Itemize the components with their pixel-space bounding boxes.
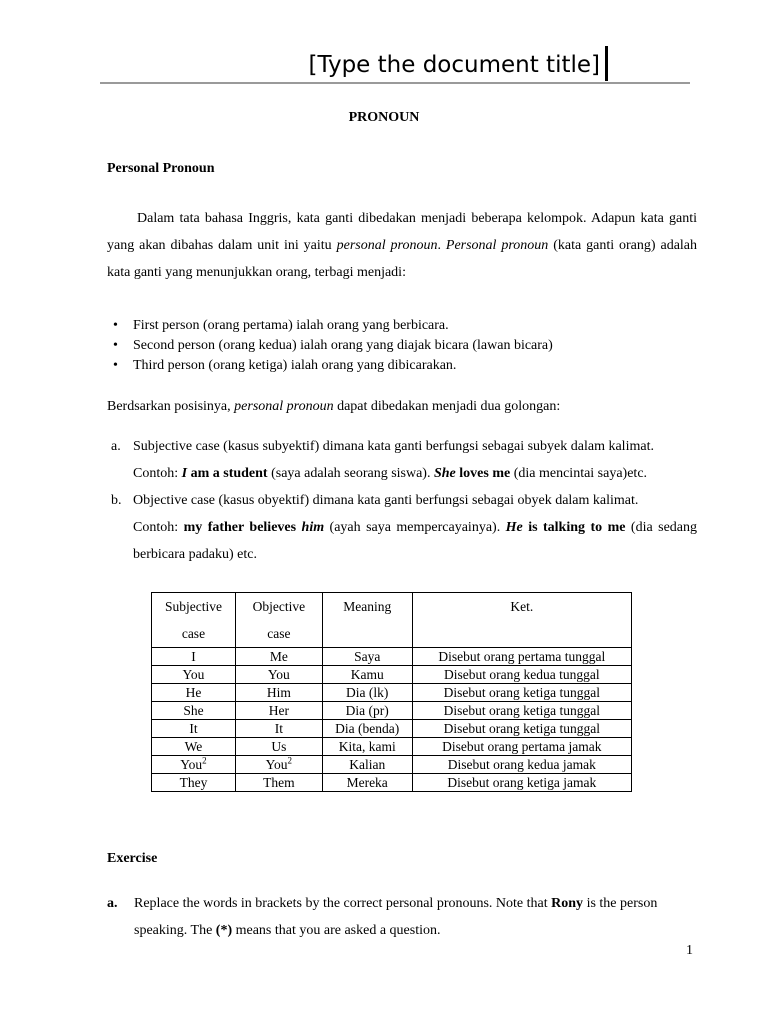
table-cell: We: [152, 738, 236, 756]
table-cell: Kalian: [322, 756, 412, 774]
table-header-row: [152, 593, 632, 648]
pronoun-table: [151, 592, 632, 792]
list-item: • Third person (orang ketiga) ialah orang yang dibicarakan.: [107, 356, 697, 376]
table-cell: Disebut orang ketiga tunggal: [412, 684, 631, 702]
list-item: • First person (orang pertama) ialah orang yang berbicara.: [107, 316, 697, 336]
position-paragraph: Berdsarkan posisinya, personal pronoun dapat dibedakan menjadi dua golongan:: [107, 399, 561, 414]
doc-heading: PRONOUN: [348, 110, 420, 125]
table-cell: Dia (benda): [322, 720, 412, 738]
table-row: [152, 756, 632, 774]
table-cell: Kita, kami: [322, 738, 412, 756]
table-cell: Disebut orang pertama tunggal: [412, 648, 631, 666]
table-cell: Disebut orang ketiga tunggal: [412, 720, 631, 738]
list-marker: a.: [107, 896, 118, 911]
table-cell: You: [235, 666, 322, 684]
table-header-cell: Subjective case: [152, 593, 236, 648]
table-cell: Disebut orang kedua jamak: [412, 756, 631, 774]
table-cell: Dia (lk): [322, 684, 412, 702]
table-row: [152, 684, 632, 702]
table-row: [152, 774, 632, 792]
table-row: [152, 666, 632, 684]
cases-list: [107, 433, 697, 568]
exercise-heading: Exercise: [107, 851, 158, 866]
table-cell: Mereka: [322, 774, 412, 792]
list-marker: b.: [111, 493, 122, 508]
table-cell: Them: [235, 774, 322, 792]
bullet-icon: •: [113, 358, 118, 373]
table-cell: Saya: [322, 648, 412, 666]
table-cell: You$^2$: [235, 756, 322, 774]
table-header-cell: Objective case: [235, 593, 322, 648]
personal-pronoun-heading: Personal Pronoun: [107, 161, 215, 176]
table-row: [152, 720, 632, 738]
table-header-cell: Meaning: [322, 593, 412, 648]
table-cell: It: [152, 720, 236, 738]
table-cell: Dia (pr): [322, 702, 412, 720]
table-cell: He: [152, 684, 236, 702]
bullet-icon: •: [113, 338, 118, 353]
header-vertical-bar: [605, 46, 608, 81]
list-marker: a.: [111, 439, 121, 454]
table-cell: Disebut orang kedua tunggal: [412, 666, 631, 684]
header-rule: [100, 82, 690, 84]
page-number: 1: [686, 943, 693, 958]
table-row: [152, 648, 632, 666]
bullet-icon: •: [113, 318, 118, 333]
person-bullet-list: [107, 316, 697, 376]
list-item: a. Subjective case (kasus subyektif) dimana kata ganti berfungsi sebagai subyek dalam kalimat. Contoh: I am a student (saya adalah seorang siswa). She loves me (dia mencintai saya)etc.: [107, 433, 697, 487]
table-cell: I: [152, 648, 236, 666]
table-cell: Disebut orang ketiga tunggal: [412, 702, 631, 720]
table-row: [152, 702, 632, 720]
table-header-cell: Ket.: [412, 593, 631, 648]
table-cell: They: [152, 774, 236, 792]
table-cell: Disebut orang ketiga jamak: [412, 774, 631, 792]
table-cell: Kamu: [322, 666, 412, 684]
intro-paragraph: Dalam tata bahasa Inggris, kata ganti dibedakan menjadi beberapa kelompok. Adapun kata ganti yang akan dibahas dalam unit ini yaitu personal pronoun. Personal pronoun (kata ganti orang) adalah kata ganti yang menunjukkan orang, terbagi menjadi:: [107, 211, 698, 280]
table-cell: Us: [235, 738, 322, 756]
table-row: [152, 738, 632, 756]
table-cell: Her: [235, 702, 322, 720]
table-cell: It: [235, 720, 322, 738]
table-cell: You$^2$: [152, 756, 236, 774]
table-cell: Him: [235, 684, 322, 702]
document-title-placeholder[interactable]: [Type the document title]: [308, 52, 600, 78]
table-cell: She: [152, 702, 236, 720]
exercise-item: a. Replace the words in brackets by the correct personal pronouns. Note that Rony is the person speaking. The (*) means that you are asked a question.: [107, 890, 697, 944]
table-cell: Disebut orang pertama jamak: [412, 738, 631, 756]
list-item: • Second person (orang kedua) ialah orang yang diajak bicara (lawan bicara): [107, 336, 697, 356]
table-cell: You: [152, 666, 236, 684]
table-cell: Me: [235, 648, 322, 666]
list-item: b. Objective case (kasus obyektif) dimana kata ganti berfungsi sebagai obyek dalam kalimat. Contoh: my father believes him (ayah saya mempercayainya). He is talking to me (dia sedang berbicara padaku) etc.: [107, 487, 697, 568]
